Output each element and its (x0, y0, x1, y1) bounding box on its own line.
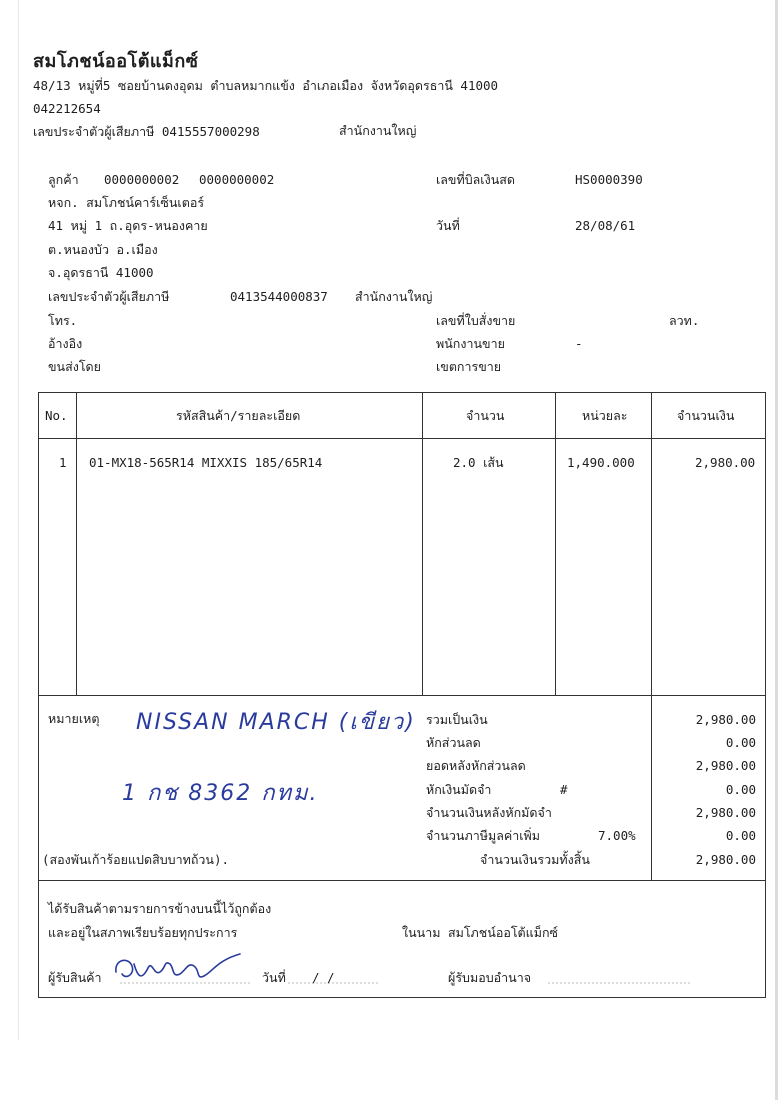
total-value-subtotal: 2,980.00 (695, 712, 756, 727)
total-value-deposit: 0.00 (725, 782, 756, 797)
customer-branch: สำนักงานใหญ่ (355, 289, 433, 304)
footer-date-label: วันที่ (262, 970, 286, 985)
company-tax-id: เลขประจำตัวผู้เสียภาษี 0415557000298 (33, 124, 260, 139)
sales-person-value: - (575, 336, 583, 351)
total-label-after-deposit: จำนวนเงินหลังหักมัดจำ (426, 805, 552, 820)
header-no: No. (45, 408, 68, 423)
customer-ref-label: อ้างอิง (48, 336, 83, 351)
total-vat-rate: 7.00% (598, 828, 636, 843)
customer-code-2: 0000000002 (199, 172, 275, 187)
total-value-after-discount: 2,980.00 (695, 758, 756, 773)
total-value-vat: 0.00 (725, 828, 756, 843)
total-value-grand: 2,980.00 (695, 852, 756, 867)
footer-date-blank: / / (312, 970, 335, 985)
order-number-label: เลขที่ใบสั่งขาย (436, 313, 516, 328)
company-name: สมโภชน์ออโต้แม็กซ์ (33, 51, 199, 72)
footer-authorized-label: ผู้รับมอบอำนาจ (448, 970, 532, 985)
company-branch: สำนักงานใหญ่ (339, 123, 417, 138)
customer-code-1: 0000000002 (104, 172, 180, 187)
footer-on-behalf: ในนาม สมโภชน์ออโต้แม็กซ์ (402, 925, 559, 940)
header-qty: จำนวน (466, 408, 505, 423)
customer-phone-label: โทร. (48, 313, 78, 328)
row-item: 01-MX18-565R14 MIXXIS 185/65R14 (89, 455, 323, 470)
header-unit-price: หน่วยละ (582, 408, 628, 423)
footer-confirm-line-2: และอยู่ในสภาพเรียบร้อยทุกประการ (48, 925, 238, 940)
total-value-discount: 0.00 (725, 735, 756, 750)
company-address: 48/13 หมู่ที่5 ซอยบ้านดงอุดม ตำบลหมากแข้ง อำเภอเมือง จังหวัดอุดรธานี 41000 (33, 78, 499, 93)
total-deposit-mark: # (560, 782, 568, 797)
customer-ship-label: ขนส่งโดย (48, 359, 101, 374)
customer-address-3: จ.อุดรธานี 41000 (48, 265, 154, 280)
customer-label: ลูกค้า (48, 172, 79, 187)
row-unit-price: 1,490.000 (567, 455, 635, 470)
total-label-subtotal: รวมเป็นเงิน (426, 712, 488, 727)
customer-address-1: 41 หมู่ 1 ถ.อุดร-หนองคาย (48, 218, 208, 233)
bill-number: HS0000390 (575, 172, 643, 187)
total-label-grand: จำนวนเงินรวมทั้งสิ้น (480, 852, 590, 867)
remarks-label: หมายเหตุ (48, 711, 100, 726)
total-label-after-discount: ยอดหลังหักส่วนลด (426, 758, 526, 773)
remarks-handwritten-plate: 1 กช 8362 กทม. (122, 781, 319, 806)
total-label-vat: จำนวนภาษีมูลค่าเพิ่ม (426, 828, 540, 843)
total-label-discount: หักส่วนลด (426, 735, 481, 750)
customer-name: หจก. สมโภชน์คาร์เซ็นเตอร์ (48, 195, 205, 210)
bill-number-label: เลขที่บิลเงินสด (436, 172, 515, 187)
row-amount: 2,980.00 (695, 455, 756, 470)
amount-in-words: (สองพันเก้าร้อยแปดสิบบาทถ้วน). (42, 852, 230, 867)
sales-person-label: พนักงานขาย (436, 336, 505, 351)
row-qty: 2.0 เส้น (453, 455, 504, 470)
customer-tax-label: เลขประจำตัวผู้เสียภาษี (48, 289, 170, 304)
footer-confirm-line-1: ได้รับสินค้าตามรายการข้างบนนี้ไว้ถูกต้อง (48, 901, 272, 916)
total-value-after-deposit: 2,980.00 (695, 805, 756, 820)
row-no: 1 (59, 455, 67, 470)
remarks-handwritten-car: NISSAN MARCH (เขียว) (136, 710, 416, 735)
customer-address-2: ต.หนองบัว อ.เมือง (48, 242, 158, 257)
receiver-signature (108, 950, 248, 990)
sales-area-label: เขตการขาย (436, 359, 502, 374)
header-item: รหัสสินค้า/รายละเอียด (176, 408, 301, 423)
bill-date-label: วันที่ (436, 218, 460, 233)
footer-receiver-label: ผู้รับสินค้า (48, 970, 102, 985)
order-number-suffix: ลวท. (669, 313, 700, 328)
company-phone: 042212654 (33, 101, 101, 116)
total-label-deposit: หักเงินมัดจำ (426, 782, 492, 797)
customer-tax-id: 0413544000837 (230, 289, 328, 304)
header-amount: จำนวนเงิน (677, 408, 735, 423)
bill-date: 28/08/61 (575, 218, 636, 233)
